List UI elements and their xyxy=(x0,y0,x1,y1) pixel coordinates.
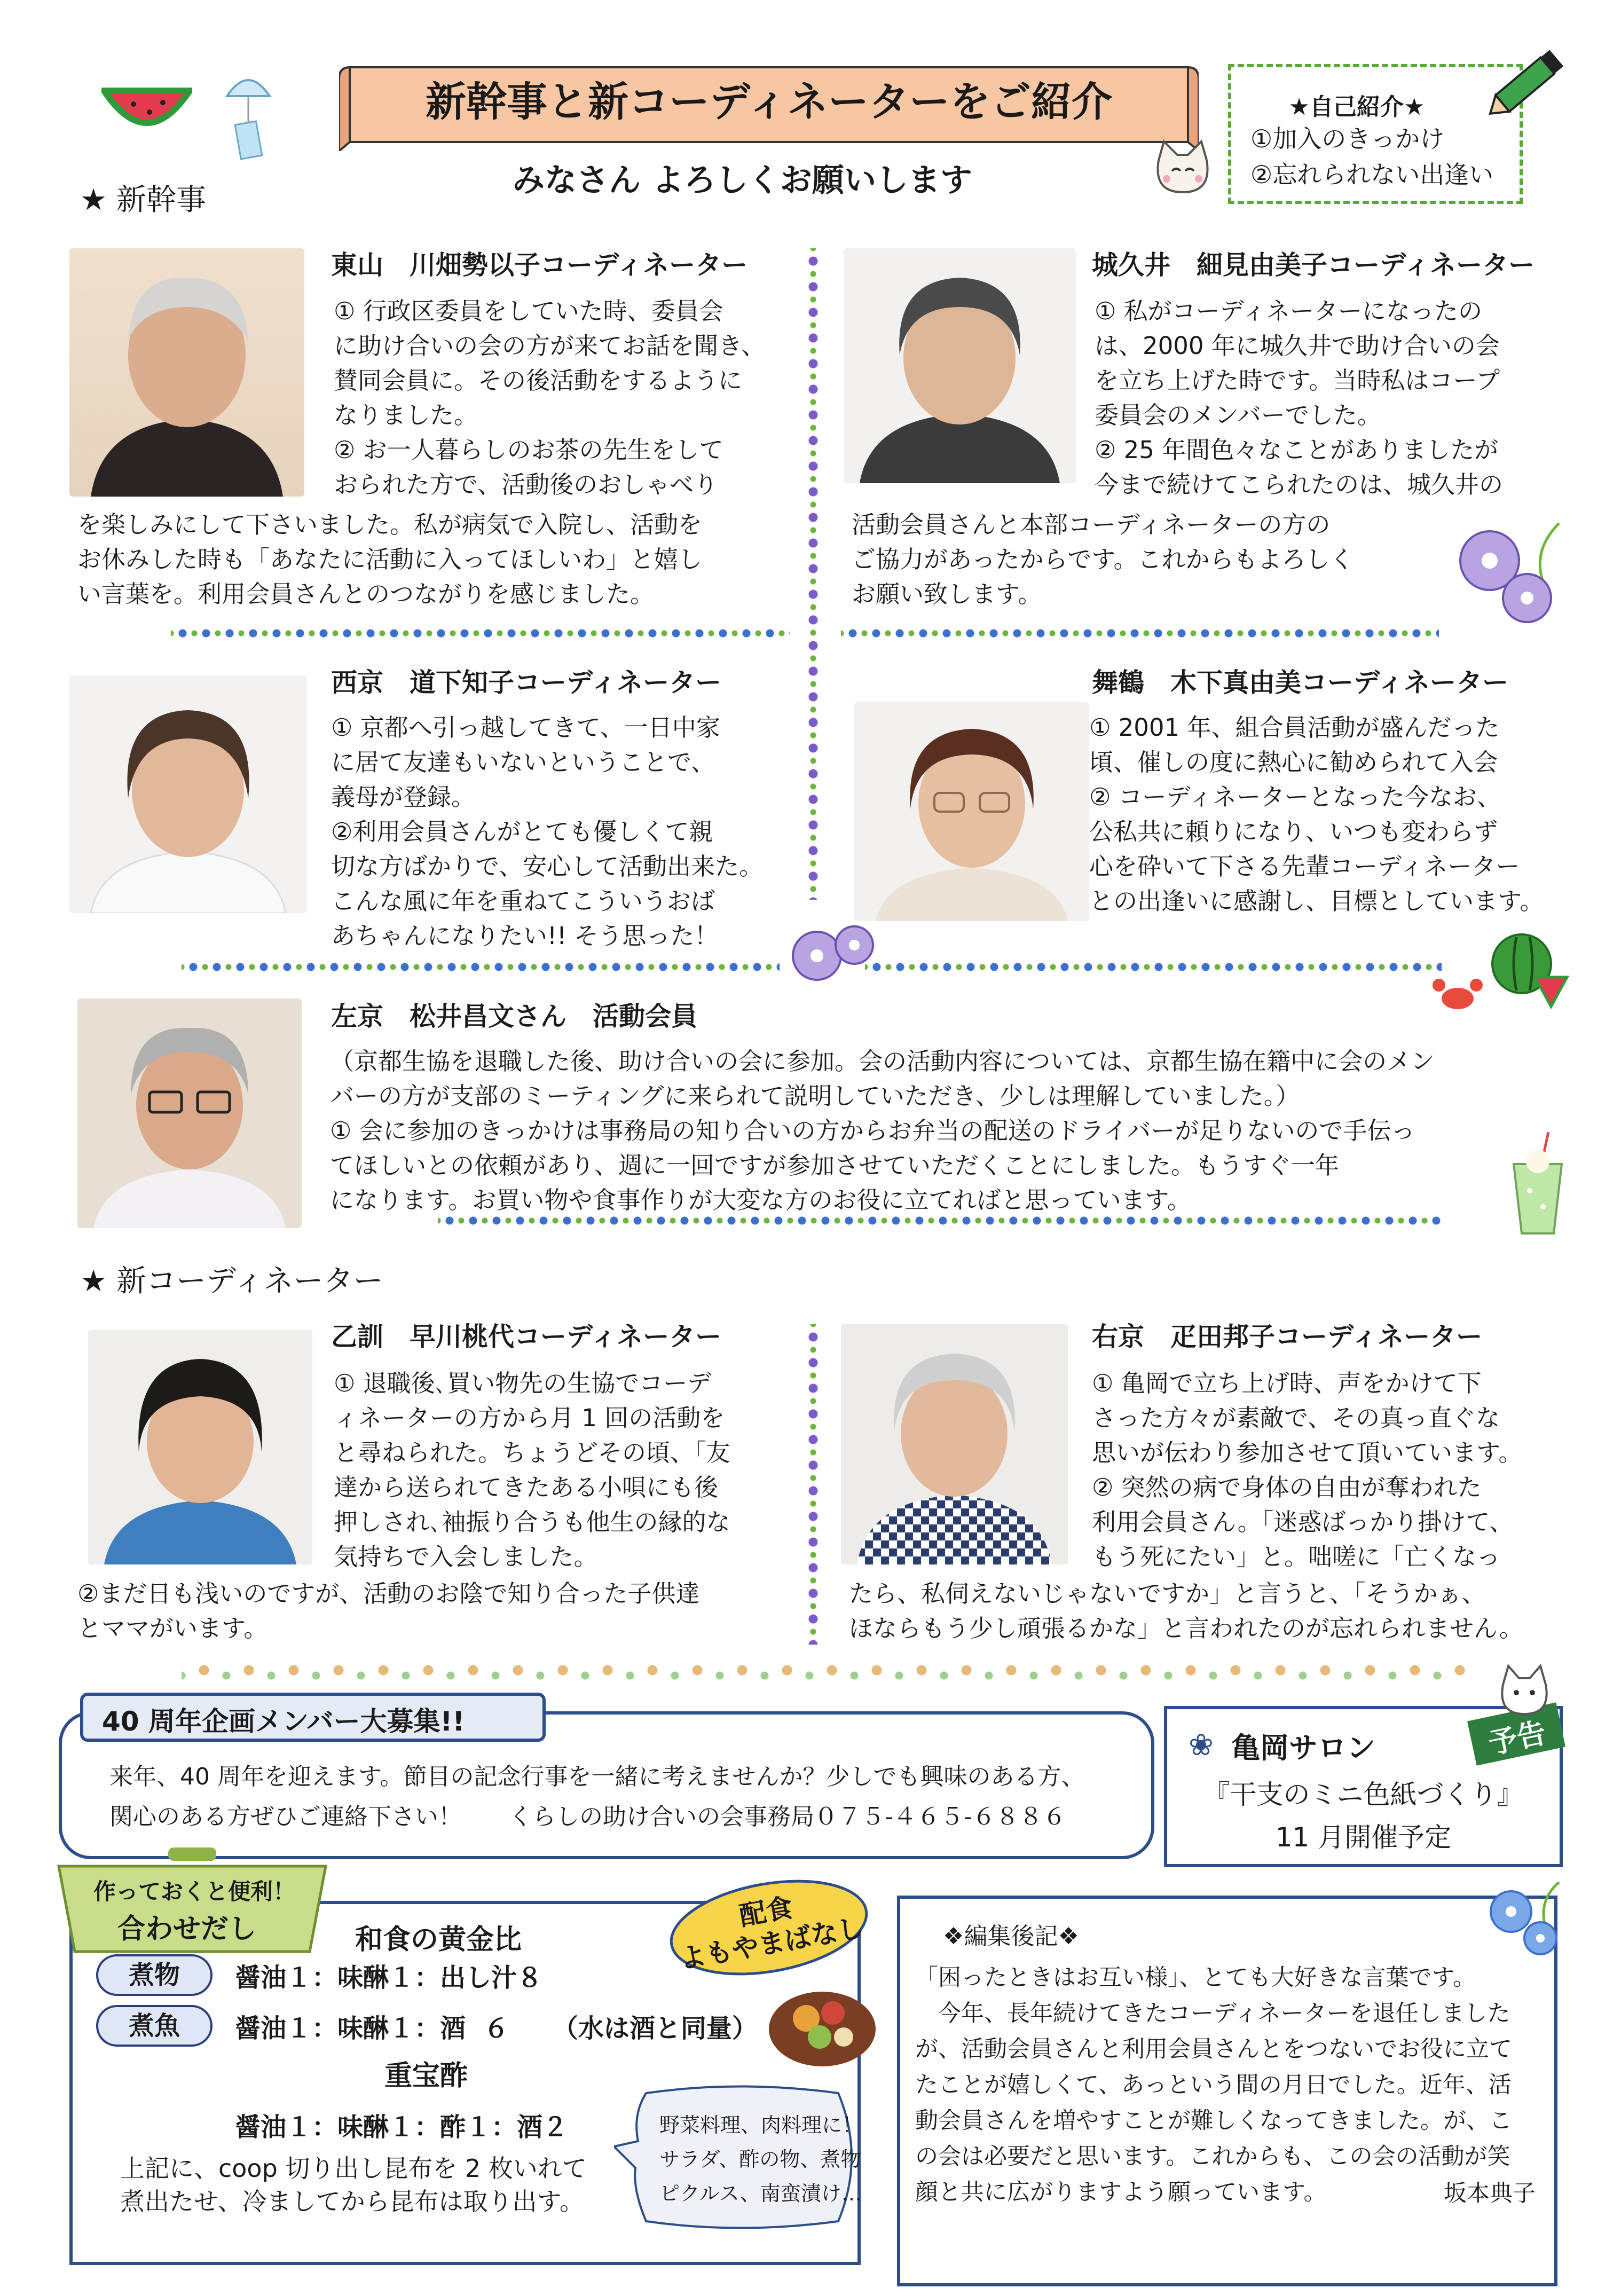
salon-event: 『干支のミニ色紙づくり』 xyxy=(1203,1779,1524,1810)
salon-title: 亀岡サロン xyxy=(1231,1731,1375,1765)
crab-icon xyxy=(1431,972,1484,1015)
watermelon-icon xyxy=(101,80,192,139)
title-banner xyxy=(339,58,1199,151)
morning-glory-icon xyxy=(1484,1880,1564,1960)
recruit-title-box xyxy=(80,1693,546,1742)
shirakui-photo xyxy=(844,248,1076,483)
saikyo-photo xyxy=(69,675,307,913)
vine-divider xyxy=(182,961,780,973)
higashiyama-name: 東山 川畑勢以子コーディネーター xyxy=(331,250,748,280)
page-title: 新幹事と新コーディネーターをご紹介 xyxy=(426,78,1112,125)
shirakui-text-1: ① 私がコーディネーターになったの は、2000 年に城久井で助け合いの会 を立ち上げた時です。当時私はコープ 委員会のメンバーでした。 ② 25 年間色々なことがありましたが 今まで続けてこられたのは、城久井の xyxy=(1095,297,1504,499)
recipe-heading-1: 和食の黄金比 xyxy=(355,1924,522,1956)
recipe-tag-1: 作っておくと便利！ xyxy=(93,1878,296,1905)
recipe-note: 上記に、coop 切り出し昆布を 2 枚いれて 煮出たせ、冷ましてから昆布は取り出す。 xyxy=(120,2154,587,2216)
flower-icon: ❀ xyxy=(1189,1728,1214,1763)
ratio-su: 醤油１：味醂１：酢１：酒２ xyxy=(235,2112,569,2142)
maizuru-text: ① 2001 年、組合員活動が盛んだった 頃、催しの度に熱心に勧められて入会 ② コーディネーターとなった今なお、 公私共に頼りになり、いつも変わらず 心を砕いて下さる先輩コーディネーター との出逢いに感謝し、目標としています。 xyxy=(1089,713,1544,915)
label-nimono: 煮物 xyxy=(96,1954,213,1996)
recruit-text: 来年、40 周年を迎えます。節目の記念行事を一緒に考えませんか？少しでも興味のある方、 関心のある方ぜひご連絡下さい！ くらしの助け合いの会事務局０７５-４６５-６８８６ xyxy=(109,1763,1085,1830)
ukyo-text-1: ① 亀岡で立ち上げ時、声をかけて下 さった方々が素敵で、その真っ直ぐな 思いが伝わり参加させて頂いています。 ② 突然の病で身体の自由が奪われた 利用会員さん。「迷惑ばっかり掛けて、 もう死にたい」と。咄嗟に「亡くなっ xyxy=(1092,1369,1523,1571)
morning-glory-icon xyxy=(785,918,881,993)
ratio-nizakana: 醤油１：味醂１：酒 ６ （水は酒と同量） xyxy=(235,2014,758,2043)
vine-divider xyxy=(807,1324,819,1645)
morning-glory-icon xyxy=(1452,518,1570,630)
cat-icon xyxy=(1148,139,1217,198)
notice-badge-label: 予告 xyxy=(1485,1716,1549,1761)
otokuni-text-2: ②まだ日も浅いのですが、活動のお陰で知り合った子供達 とママがいます。 xyxy=(77,1579,700,1642)
ukyo-photo xyxy=(841,1324,1068,1564)
editorial-box xyxy=(897,1896,1557,2286)
tips-bubble xyxy=(614,2082,865,2237)
self-intro-heading: ★自己紹介★ xyxy=(1288,93,1425,121)
pencil-icon xyxy=(1479,37,1575,128)
vine-divider xyxy=(171,627,790,639)
ukyo-text-2: たら、私伺えないじゃないですか」と言うと、「そうかぁ、 ほならもう少し頑張るかな」と言われたのが忘れられません。 xyxy=(849,1579,1523,1642)
higashiyama-photo xyxy=(69,248,304,497)
saikyo-name: 西京 道下知子コーディネーター xyxy=(331,667,722,698)
sakyo-name: 左京 松井昌文さん 活動会員 xyxy=(331,1001,698,1032)
melon-soda-icon xyxy=(1506,1132,1570,1239)
cat-icon xyxy=(1495,1663,1554,1717)
wind-chime-icon xyxy=(219,64,278,160)
delivery-bubble xyxy=(665,1880,873,1976)
sakyo-text: （京都生協を退職した後、助け合いの会に参加。会の活動内容については、京都生協在籍中に会のメン バーの方が支部のミーティングに来られて説明していただき、少しは理解していました。） ① 会に参加のきっかけは事務局の知り合いの方からお弁当の配送のドライバーが足りないので手伝っ てほしいとの依頼があり、週に一回ですが参加させていただくことにしました。もうすぐ一年 になります。お買い物や食事作りが大変な方のお役に立てればと思っています。 xyxy=(330,1047,1435,1214)
flower-divider xyxy=(182,1660,1474,1681)
recruit-title: 40 周年企画メンバー大募集!! xyxy=(102,1706,465,1737)
sakyo-photo xyxy=(77,998,302,1228)
vine-divider xyxy=(865,961,1442,973)
label-nizakana: 煮魚 xyxy=(96,2005,213,2047)
ratio-nimono: 醤油１：味醂１：出し汁８ xyxy=(235,1963,543,1993)
otokuni-text-1: ① 退職後､買い物先の生協でコーデ ィネーターの方から月 1 回の活動を と尋ねられた。ちょうどその頃、「友 達から送られてきたある小唄にも後 押しされ､袖振り合うも他生の縁的な 気持ちで入会しました。 xyxy=(334,1369,730,1571)
shirakui-text-2: 活動会員さんと本部コーディネーターの方の ご協力があったからです。これからもよろしく お願い致します。 xyxy=(852,510,1354,608)
otokuni-name: 乙訓 早川桃代コーディネーター xyxy=(331,1322,722,1352)
section-heading-new-coordinators: ★ 新コーディネーター xyxy=(80,1264,383,1299)
watermelon-icon xyxy=(1484,926,1570,1012)
otokuni-photo xyxy=(88,1330,312,1564)
food-bowl-icon xyxy=(764,1986,881,2080)
vine-divider xyxy=(807,248,819,900)
editorial-title: ❖編集後記❖ xyxy=(943,1923,1079,1950)
saikyo-text: ① 京都へ引っ越してきて、一日中家 に居て友達もいないということで、 義母が登録。 ②利用会員さんがとても優しくて親 切な方ばかりで、安心して活動出来た。 こんな風に年を重ねてこういうおば あちゃんになりたい!! そう思った！ xyxy=(331,713,764,950)
editorial-author: 坂本典子 xyxy=(1444,2180,1536,2207)
recipe-tag-2: 合わせだし xyxy=(117,1913,257,1945)
section-heading-new-officers: ★ 新幹事 xyxy=(80,183,207,217)
self-intro-item-2: ②忘れられない出逢い xyxy=(1250,160,1494,189)
delivery-bubble-title: 配食 よもやまばなし xyxy=(676,1892,867,1975)
recipe-heading-2: 重宝酢 xyxy=(384,2060,468,2092)
ukyo-name: 右京 疋田邦子コーディネーター xyxy=(1092,1322,1483,1352)
tips-bubble-text: 野菜料理、肉料理に！ サラダ、酢の物、煮物 ピクルス、南蛮漬け… xyxy=(659,2113,863,2205)
higashiyama-text-2: を楽しみにして下さいました。私が病気で入院し、活動を お休みした時も「あなたに活動に入ってほしいわ」と嬉し い言葉を。利用会員さんとのつながりを感じました。 xyxy=(77,510,703,608)
page-subtitle: みなさん よろしくお願いします xyxy=(513,162,972,199)
maizuru-name: 舞鶴 木下真由美コーディネーター xyxy=(1092,667,1509,698)
editorial-text: 「困ったときはお互い様」、とても大好きな言葉です。 今年、長年続けてきたコーディネーターを退任しました が、活動会員さんと利用会員さんとをつないでお役に立て たことが嬉しくて、あっという間の月日でした。近年、活 動会員さんを増やすことが難しくなってきました。が、こ の会は必要だと思います。これからも、この会の活動が笑 顔と共に広がりますよう願っています。 xyxy=(915,1964,1512,2206)
maizuru-photo xyxy=(854,702,1089,921)
higashiyama-text-1: ① 行政区委員をしていた時、委員会 に助け合いの会の方が来てお話を聞き、 賛同会員に。その後活動をするように なりました。 ② お一人暮らしのお茶の先生をして おられた方で、活動後のおしゃべり xyxy=(334,297,766,499)
shirakui-name: 城久井 細見由美子コーディネーター xyxy=(1092,250,1535,280)
vine-divider xyxy=(841,627,1439,639)
salon-date: 11 月開催予定 xyxy=(1275,1822,1452,1853)
self-intro-item-1: ①加入のきっかけ xyxy=(1250,124,1445,153)
